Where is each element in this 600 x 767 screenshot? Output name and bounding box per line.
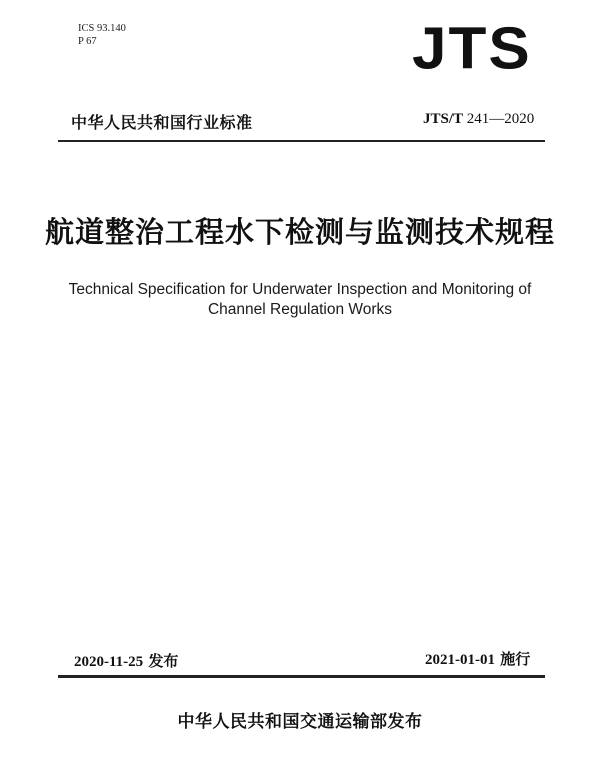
top-divider <box>58 140 545 142</box>
standard-number-value: 241—2020 <box>466 111 535 127</box>
standard-number <box>423 111 534 128</box>
standard-category: 中华人民共和国行业标准 <box>71 113 253 132</box>
jts-logo: JTS <box>412 16 532 82</box>
title-chinese: 航道整治工程水下检测与监测技术规程 <box>44 215 555 249</box>
implement-date-label: 施行 <box>500 650 531 668</box>
bottom-divider <box>58 675 545 678</box>
implement-date-value: 2021-01-01 <box>425 652 495 668</box>
ics-code: ICS 93.140 <box>78 23 126 34</box>
classification-codes <box>78 22 126 48</box>
issue-date <box>74 650 178 671</box>
issue-date-value: 2020-11-25 <box>74 654 144 670</box>
issue-date-label: 发布 <box>148 652 179 670</box>
publisher: 中华人民共和国交通运输部发布 <box>177 712 423 732</box>
title-english-line2: Channel Regulation Works <box>207 301 393 318</box>
title-english <box>0 280 600 320</box>
class-code: P 67 <box>78 36 97 47</box>
implement-date <box>425 648 530 669</box>
standard-number-prefix: JTS/T <box>423 111 464 127</box>
title-english-line1: Technical Specification for Underwater Inspection and Monitoring of <box>68 281 532 298</box>
